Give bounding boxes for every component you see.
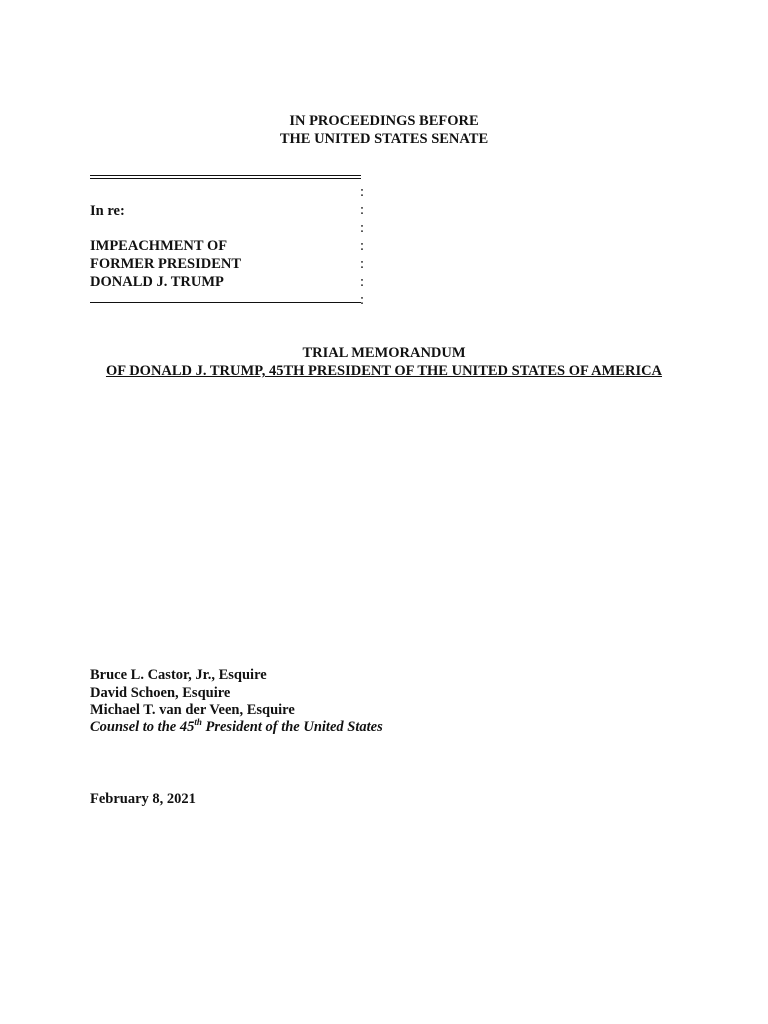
memo-date: February 8, 2021 [90,791,196,807]
colon: : [360,220,365,236]
caption-single-rule [90,302,361,303]
caption-line-2: FORMER PRESIDENT [90,256,242,272]
caption-line-3: DONALD J. TRUMP [90,274,224,290]
caption-line-1: IMPEACHMENT OF [90,238,228,254]
counsel-name-2: David Schoen, Esquire [90,685,231,701]
colon: : [360,202,365,218]
memo-subtitle: OF DONALD J. TRUMP, 45TH PRESIDENT OF THE UNITED STATES OF AMERICA [105,363,663,379]
colon: : [360,256,365,272]
colon: : [360,238,365,254]
counsel-role-suffix: President of the United States [201,719,383,735]
counsel-role-superscript: th [194,717,202,728]
colon: : [360,184,365,200]
counsel-role [90,718,383,736]
colon: : [360,274,365,290]
counsel-role-prefix: Counsel to the 45 [90,719,195,735]
counsel-name-3: Michael T. van der Veen, Esquire [90,702,295,718]
caption-in-re: In re: [90,203,125,219]
caption-colon-column [360,183,370,309]
memo-title: TRIAL MEMORANDUM [302,345,466,361]
counsel-name-1: Bruce L. Castor, Jr., Esquire [90,667,267,683]
header-line-1: IN PROCEEDINGS BEFORE [289,113,479,129]
header-line-2: THE UNITED STATES SENATE [279,131,489,147]
colon: : [360,292,365,308]
caption-double-rule [90,175,361,179]
